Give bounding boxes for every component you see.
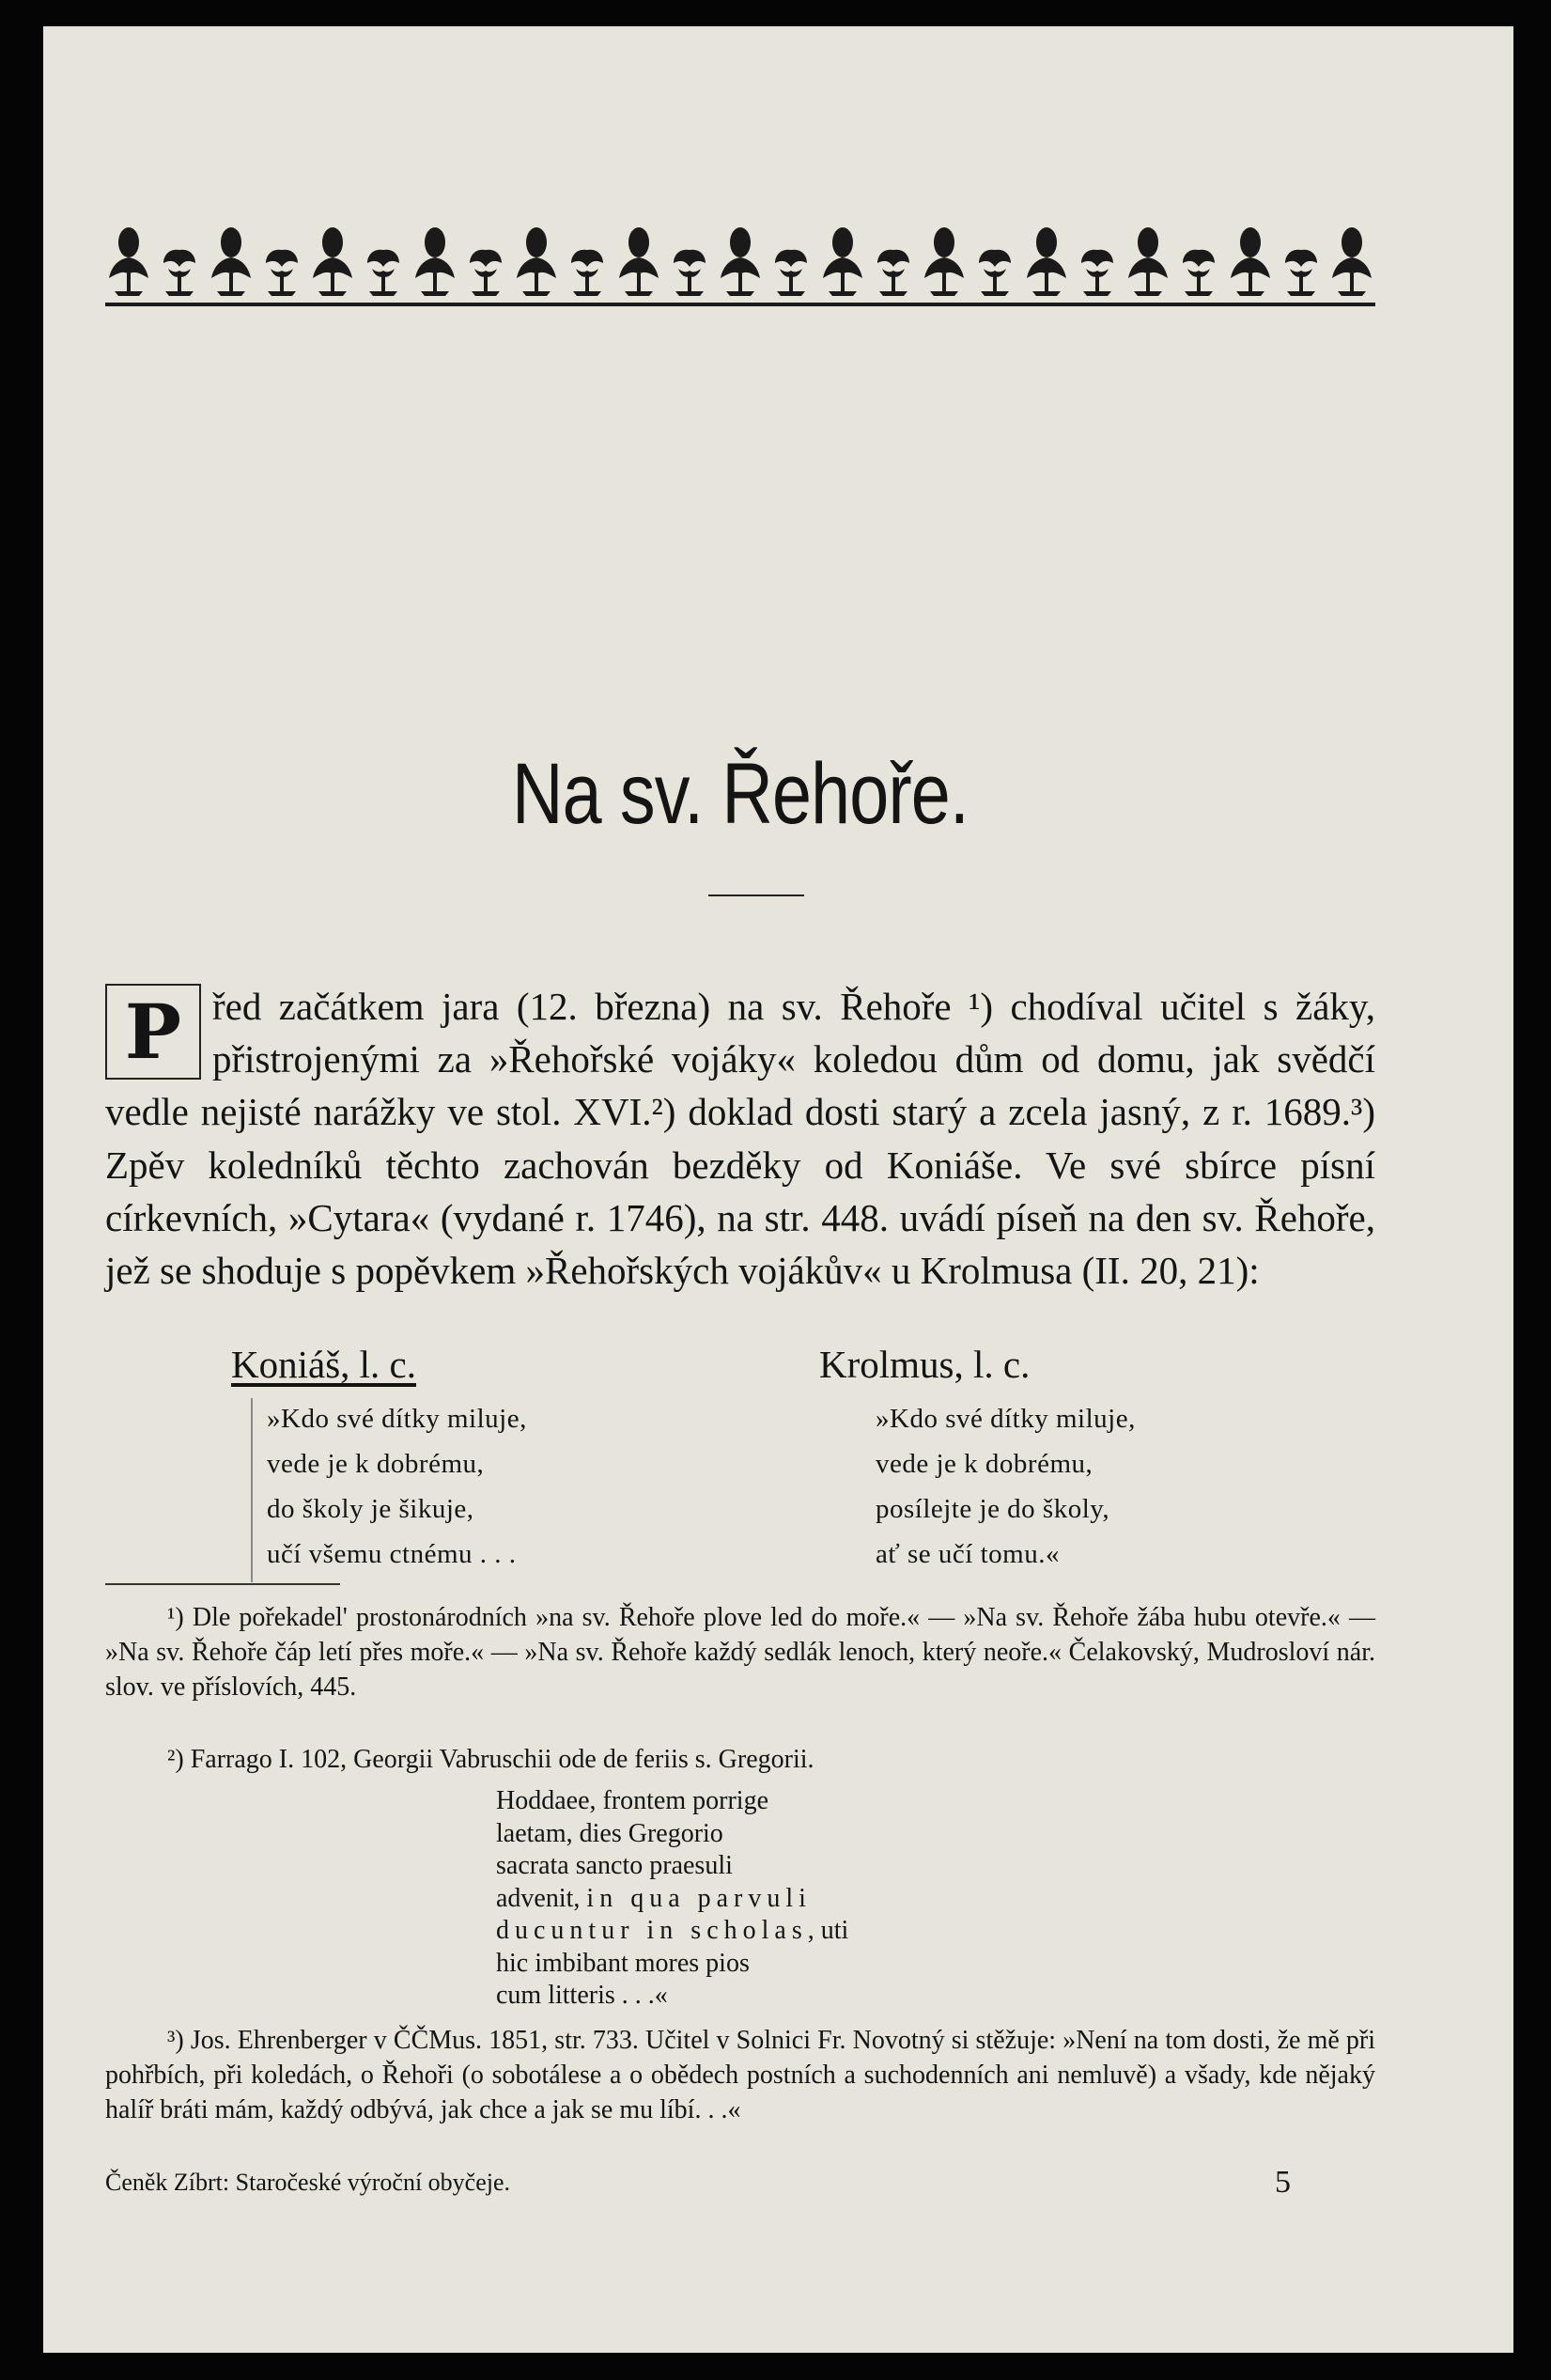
- poem-line: cum litteris . . .«: [496, 1981, 668, 2010]
- latin-poem: [496, 1785, 848, 2013]
- flower-ornament-icon: [971, 222, 1018, 297]
- verse-margin-line: [251, 1398, 253, 1582]
- verse-heading-koniás: Koniáš, l. c.: [231, 1343, 416, 1386]
- flower-ornament-icon: [411, 222, 458, 297]
- verse-line: vede je k dobrému,: [267, 1449, 485, 1479]
- flower-ornament-icon: [1175, 222, 1222, 297]
- poem-line-part: , uti: [807, 1916, 849, 1945]
- flower-ornament-icon: [921, 222, 968, 297]
- poem-line: [496, 1883, 848, 1916]
- poem-line: hic imbibant mores pios: [496, 1948, 750, 1978]
- verse-heading-krolmus: Krolmus, l. c.: [819, 1343, 1031, 1386]
- verse-line: posílejte je do školy,: [876, 1494, 1110, 1524]
- main-paragraph-text: řed začátkem jara (12. března) na sv. Řehoře ¹) chodíval učitel s žáky, přistrojenými za »Řehořské vojáky« koledou dům od domu, jak svědčí vedle nejisté narážky ve stol. XVI.²) doklad dosti starý a zcela jasný, z r. 1689.³) Zpěv koledníků těchto zachován bezděky od Koniáše. Ve své sbírce písní církevních, »Cytara« (vydané r. 1746), na str. 448. uvádí píseň na den sv. Řehoře, jež se shoduje s popěvkem »Řehořských vojákův« u Krolmusa (II. 20, 21):: [105, 985, 1375, 1293]
- poem-line: laetam, dies Gregorio: [496, 1818, 723, 1848]
- flower-ornament-icon: [615, 222, 662, 297]
- flower-ornament-icon: [1023, 222, 1070, 297]
- footnote-1-mark: ¹): [167, 1603, 184, 1632]
- flower-ornament-icon: [208, 222, 255, 297]
- flower-ornament-icon: [819, 222, 866, 297]
- flower-ornament-icon: [258, 222, 305, 297]
- dropcap-letter: P: [105, 984, 201, 1080]
- flower-ornament-icon: [309, 222, 356, 297]
- page-footer: [105, 2165, 1375, 2200]
- footnote-2-text: Farrago I. 102, Georgii Vabruschii ode de feriis s. Gregorii.: [190, 1745, 814, 1774]
- poem-line-part: advenit,: [496, 1883, 587, 1913]
- footnote-2-mark: ²): [167, 1745, 184, 1774]
- title-divider: [708, 894, 804, 896]
- poem-line-spaced: in qua parvuli: [586, 1883, 812, 1913]
- flower-ornament-icon: [1278, 222, 1325, 297]
- footnote-1: [105, 1600, 1375, 1704]
- footnote-2: [105, 1742, 1375, 1777]
- poem-line: [496, 1915, 848, 1948]
- flower-ornament-icon: [564, 222, 611, 297]
- footnote-1-text: Dle pořekadel' prostonárodních »na sv. Řehoře plove led do moře.« — »Na sv. Řehoře žába hubu otevře.« — »Na sv. Řehoře čáp letí přes moře.« — »Na sv. Řehoře každý sedlák lenoch, který neoře.« Čelakovský, Mudrosloví nár. slov. ve příslovích, 445.: [105, 1603, 1376, 1702]
- verse-krolmus: [876, 1396, 1136, 1577]
- poem-line-spaced: ducuntur in scholas: [496, 1916, 808, 1945]
- footer-source: Čeněk Zíbrt: Staročeské výroční obyčeje.: [105, 2169, 511, 2196]
- verse-line: do školy je šikuje,: [267, 1494, 474, 1524]
- main-paragraph: [105, 980, 1375, 1297]
- verse-line: učí všemu ctnému . . .: [267, 1539, 517, 1569]
- poem-line: sacrata sancto praesuli: [496, 1851, 733, 1880]
- flower-ornament-icon: [1227, 222, 1274, 297]
- footnote-3-text: Jos. Ehrenberger v ČČMus. 1851, str. 733. Učitel v Solnici Fr. Novotný si stěžuje: »Není na tom dosti, že mě při pohřbích, při koledách, o Řehoři (o sobotálese a o obědech postních a suchodenních ani nemluvě) a všady, kde nějaký halíř bráti mám, každý odbývá, jak chce a jak se mu líbí. . .«: [105, 2026, 1376, 2124]
- flower-ornament-icon: [1124, 222, 1171, 297]
- verse-line: ať se učí tomu.«: [876, 1539, 1060, 1569]
- footnote-3: [105, 2023, 1375, 2127]
- flower-ornament-icon: [870, 222, 917, 297]
- page-title: Na sv. Řehoře.: [511, 746, 969, 842]
- flower-ornament-icon: [1328, 222, 1375, 297]
- flower-ornament-icon: [513, 222, 560, 297]
- footnote-rule: [105, 1583, 340, 1585]
- book-page: [43, 26, 1513, 2353]
- page-number: 5: [1275, 2165, 1291, 2200]
- flower-ornament-icon: [156, 222, 203, 297]
- flower-ornament-icon: [666, 222, 713, 297]
- verse-line: »Kdo své dítky miluje,: [876, 1404, 1136, 1434]
- flower-ornament-icon: [717, 222, 764, 297]
- flower-ornament-icon: [1074, 222, 1121, 297]
- flower-ornament-icon: [105, 222, 152, 297]
- verse-line: »Kdo své dítky miluje,: [267, 1404, 527, 1434]
- poem-line: Hoddaee, frontem porrige: [496, 1786, 768, 1815]
- footnote-3-mark: ³): [167, 2026, 184, 2055]
- verse-koniás: [267, 1396, 527, 1577]
- flower-ornament-icon: [768, 222, 814, 297]
- flower-ornament-icon: [462, 222, 509, 297]
- ornamental-header-band: [105, 210, 1375, 306]
- verse-line: vede je k dobrému,: [876, 1449, 1093, 1479]
- flower-ornament-icon: [360, 222, 407, 297]
